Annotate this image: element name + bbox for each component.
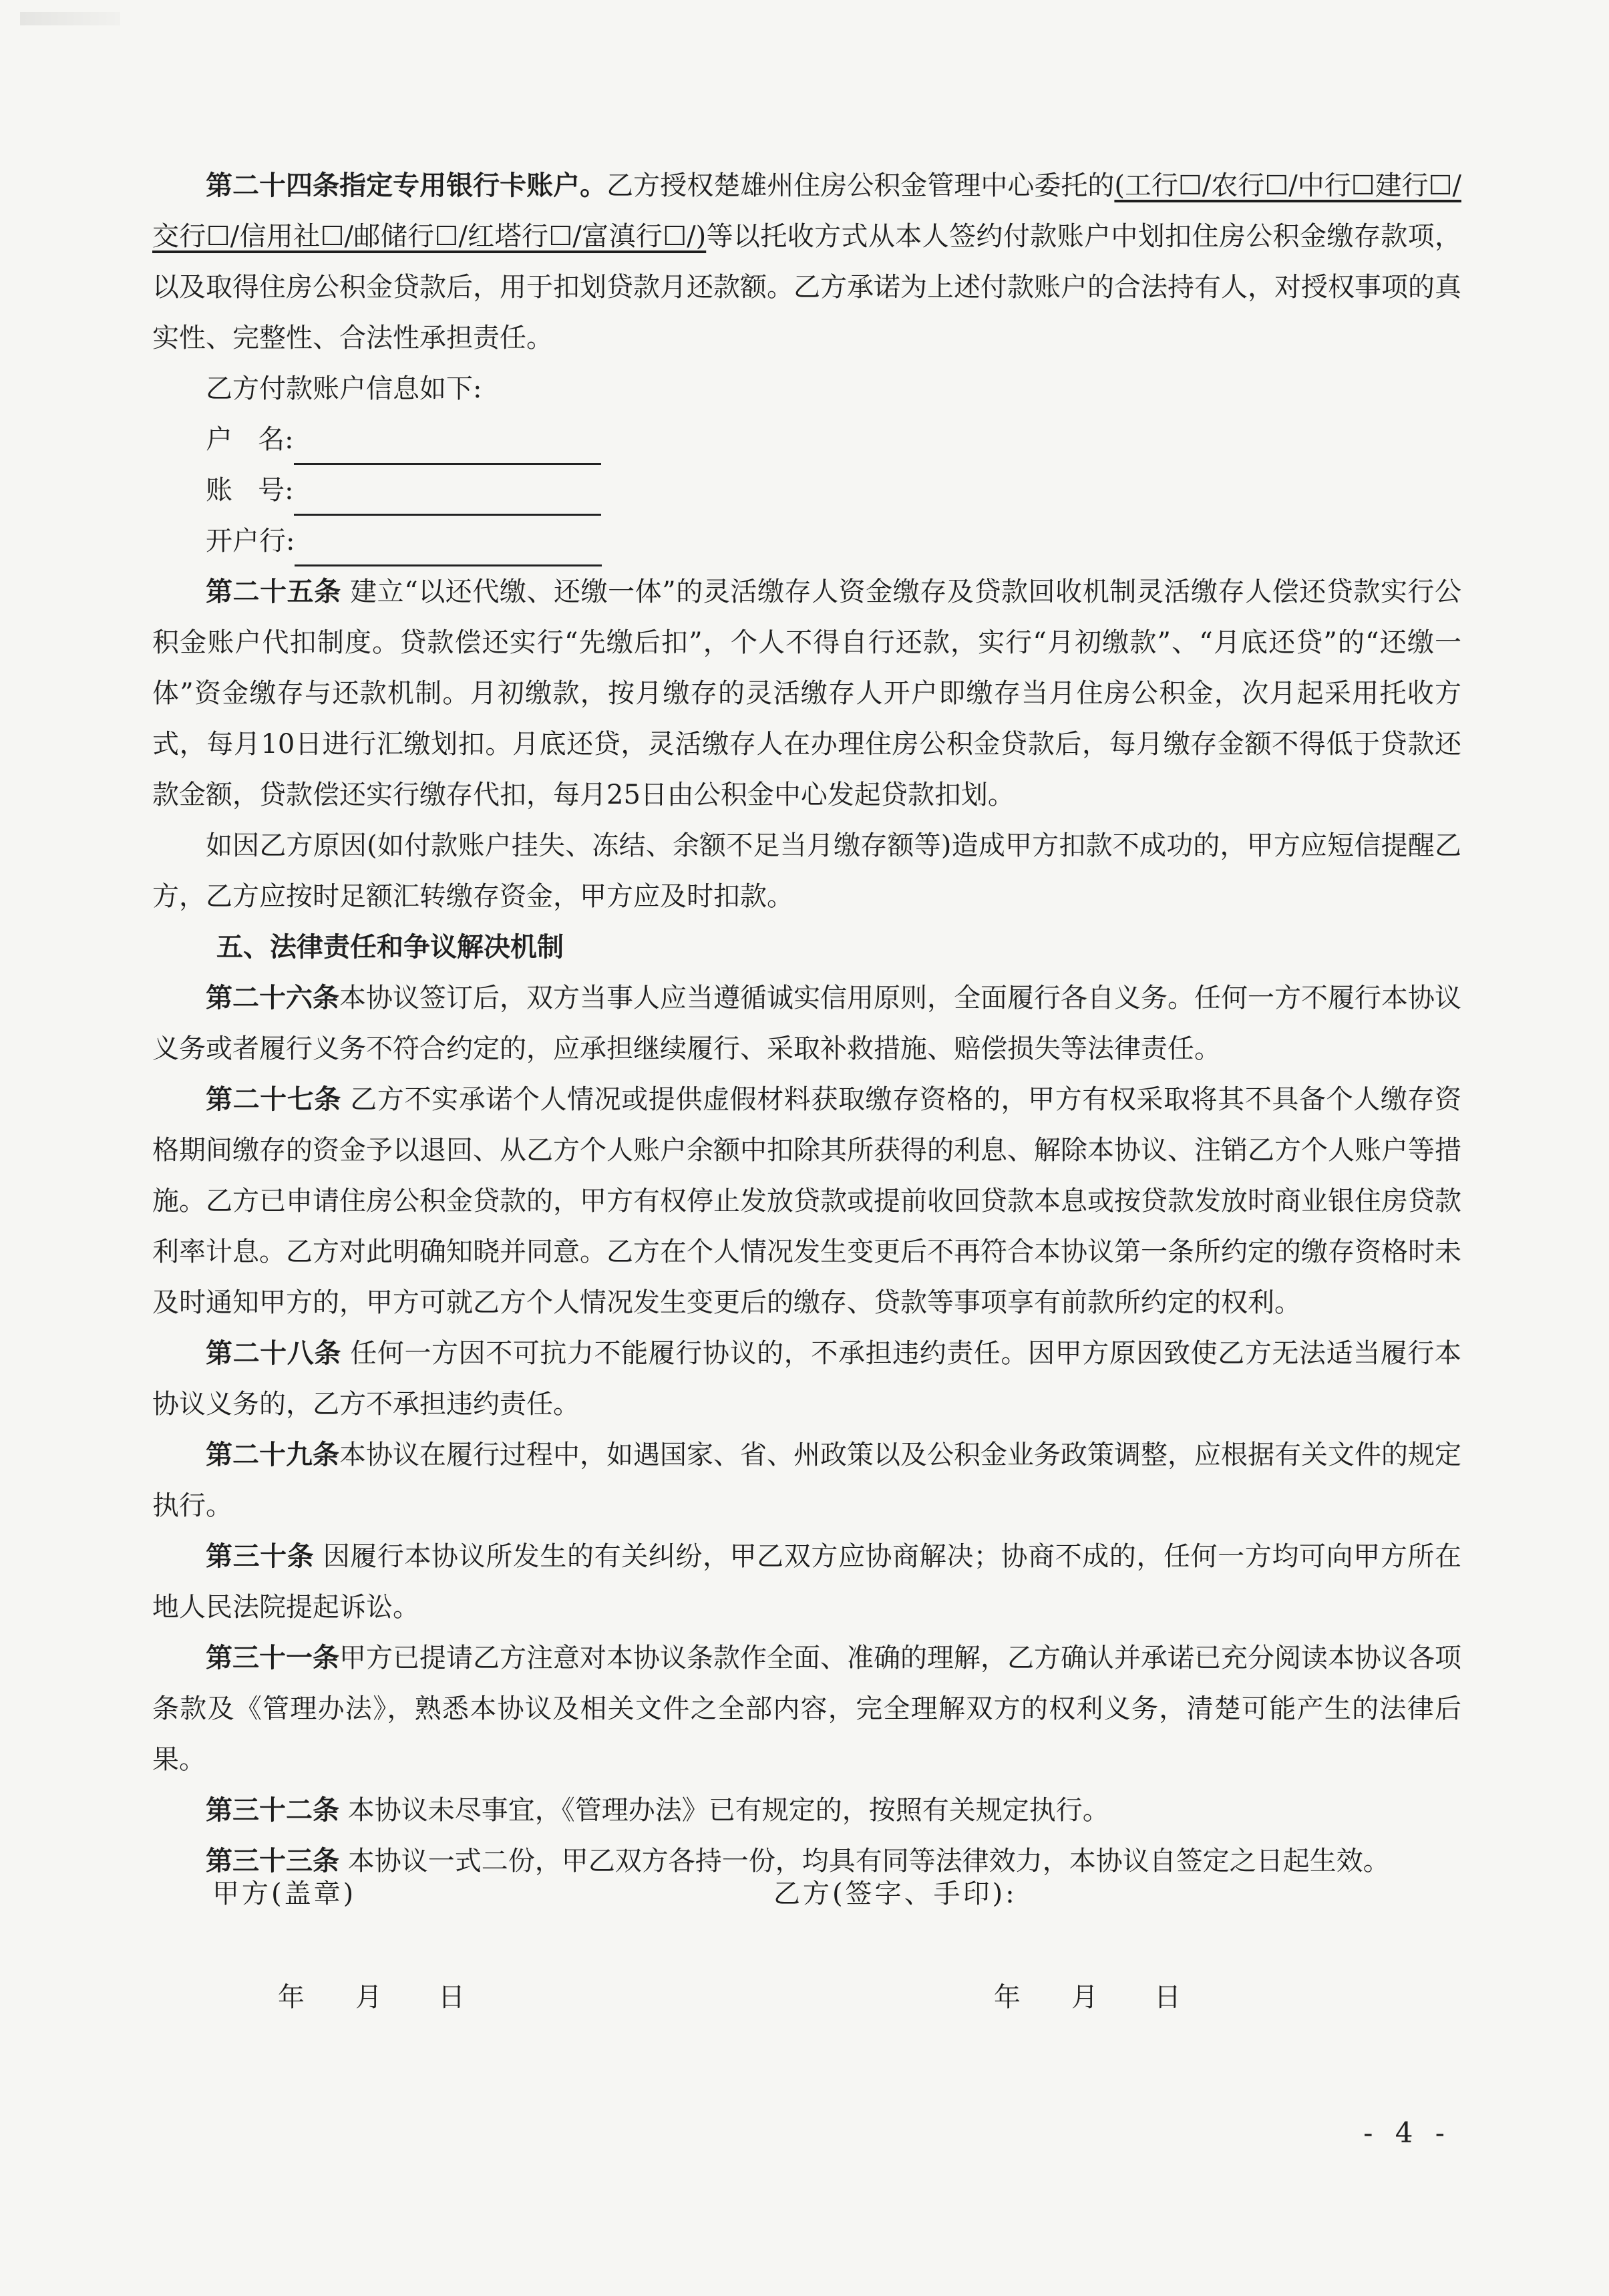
party-b-signature-label: 乙方(签字、手印): [773, 1878, 1017, 1909]
section-heading: 五、法律责任和争议解决机制 [216, 931, 564, 963]
party-b-year: 年 [994, 1982, 1021, 2013]
account-bank-field [152, 516, 1461, 566]
party-b-date [994, 1976, 1181, 2014]
article-30 [152, 1531, 1461, 1633]
article-26-title: 第二十六条 [206, 982, 339, 1013]
article-24 [152, 160, 1461, 363]
account-name-field [152, 414, 1461, 465]
article-28 [152, 1328, 1461, 1430]
party-a-year: 年 [278, 1982, 305, 2013]
article-27 [152, 1074, 1461, 1328]
article-29-title: 第二十九条 [206, 1439, 339, 1470]
account-number-label: 账 号: [206, 475, 294, 506]
account-name-label: 户 名: [206, 424, 294, 455]
account-number-field [152, 465, 1461, 516]
article-32-text: 本协议未尽事宜，《管理办法》已有规定的，按照有关规定执行。 [347, 1795, 1109, 1826]
article-24-banks: (工行☐/农行☐/中行☐建行☐/交行☐/信用社☐/邮储行☐/红塔行☐/富滇行☐/) [152, 170, 1461, 252]
article-24-title: 第二十四条指定专用银行卡账户。 [206, 170, 607, 201]
page-number: - 4 - [1363, 2116, 1451, 2149]
party-a-day: 日 [438, 1982, 465, 2013]
article-28-text: 任何一方因不可抗力不能履行协议的，不承担违约责任。因甲方原因致使乙方无法适当履行本协议义务的，乙方不承担违约责任。 [152, 1338, 1462, 1420]
article-32 [152, 1785, 1461, 1836]
party-b-month: 月 [1071, 1982, 1098, 2013]
account-bank-blank [295, 527, 602, 566]
account-number-blank [294, 476, 601, 516]
article-25-title: 第二十五条 [206, 576, 341, 607]
article-27-text: 乙方不实承诺个人情况或提供虚假材料获取缴存资格的，甲方有权采取将其不具备个人缴存资格期间缴存的资金予以退回、从乙方个人账户余额中扣除其所获得的利息、解除本协议、注销乙方个人账户等措施。乙方已申请住房公积金贷款的，甲方有权停止发放贷款或提前收回贷款本息或按贷款发放时商业银住房贷款利率计息。乙方对此明确知晓并同意。乙方在个人情况发生变更后不再符合本协议第一条所约定的缴存资格时未及时通知甲方的，甲方可就乙方个人情况发生变更后的缴存、贷款等事项享有前款所约定的权利。 [152, 1084, 1462, 1318]
account-name-blank [294, 426, 601, 465]
party-a-month: 月 [355, 1982, 382, 2013]
party-b-day: 日 [1154, 1982, 1181, 2013]
article-25 [152, 566, 1461, 820]
article-25-paragraph-2: 如因乙方原因(如付款账户挂失、冻结、余额不足当月缴存额等)造成甲方扣款不成功的，甲方应短信提醒乙方，乙方应按时足额汇转缴存资金，甲方应及时扣款。 [152, 830, 1461, 912]
article-31-text: 甲方已提请乙方注意对本协议条款作全面、准确的理解，乙方确认并承诺已充分阅读本协议各项条款及《管理办法》，熟悉本协议及相关文件之全部内容，完全理解双方的权利义务，清楚可能产生的法律后果。 [152, 1643, 1461, 1775]
article-25-text: 建立“以还代缴、还缴一体”的灵活缴存人资金缴存及贷款回收机制灵活缴存人偿还贷款实行公积金账户代扣制度。贷款偿还实行“先缴后扣”，个人不得自行还款，实行“月初缴款”、“月底还贷”的“还缴一体”资金缴存与还款机制。月初缴款，按月缴存的灵活缴存人开户即缴存当月住房公积金，次月起采用托收方式，每月10日进行汇缴划扣。月底还贷，灵活缴存人在办理住房公积金贷款后，每月缴存金额不得低于贷款还款金额，贷款偿还实行缴存代扣，每月25日由公积金中心发起贷款扣划。 [152, 577, 1461, 810]
article-29 [152, 1430, 1461, 1531]
article-30-title: 第三十条 [206, 1540, 315, 1572]
article-28-title: 第二十八条 [206, 1337, 341, 1369]
party-a-signature-label: 甲方(盖章) [212, 1878, 357, 1909]
party-a-date [278, 1976, 465, 2014]
article-26-text: 本协议签订后，双方当事人应当遵循诚实信用原则，全面履行各自义务。任何一方不履行本协议义务或者履行义务不符合约定的，应承担继续履行、采取补救措施、赔偿损失等法律责任。 [152, 983, 1461, 1064]
article-27-title: 第二十七条 [206, 1084, 341, 1115]
account-bank-label: 开户行: [206, 526, 295, 556]
article-29-text: 本协议在履行过程中，如遇国家、省、州政策以及公积金业务政策调整，应根据有关文件的规定执行。 [152, 1440, 1461, 1521]
article-33-title: 第三十三条 [206, 1845, 339, 1876]
document-body [152, 160, 1461, 1887]
article-24-text1: 乙方授权楚雄州住房公积金管理中心委托的 [606, 170, 1115, 201]
article-31-title: 第三十一条 [206, 1642, 339, 1673]
scan-artifact [20, 12, 120, 25]
article-26 [152, 973, 1461, 1074]
article-32-title: 第三十二条 [206, 1794, 339, 1826]
article-33-text: 本协议一式二份，甲乙双方各持一份，均具有同等法律效力，本协议自签定之日起生效。 [347, 1846, 1390, 1876]
account-intro: 乙方付款账户信息如下: [206, 373, 482, 404]
article-31 [152, 1633, 1461, 1785]
article-24-text2: 等以托收方式从本人签约付款账户中划扣住房公积金缴存款项，以及取得住房公积金贷款后，用于扣划贷款月还款额。乙方承诺为上述付款账户的合法持有人，对授权事项的真实性、完整性、合法性承担责任。 [152, 221, 1461, 353]
article-30-text: 因履行本协议所发生的有关纠纷，甲乙双方应协商解决；协商不成的，任何一方均可向甲方所在地人民法院提起诉讼。 [152, 1541, 1462, 1623]
